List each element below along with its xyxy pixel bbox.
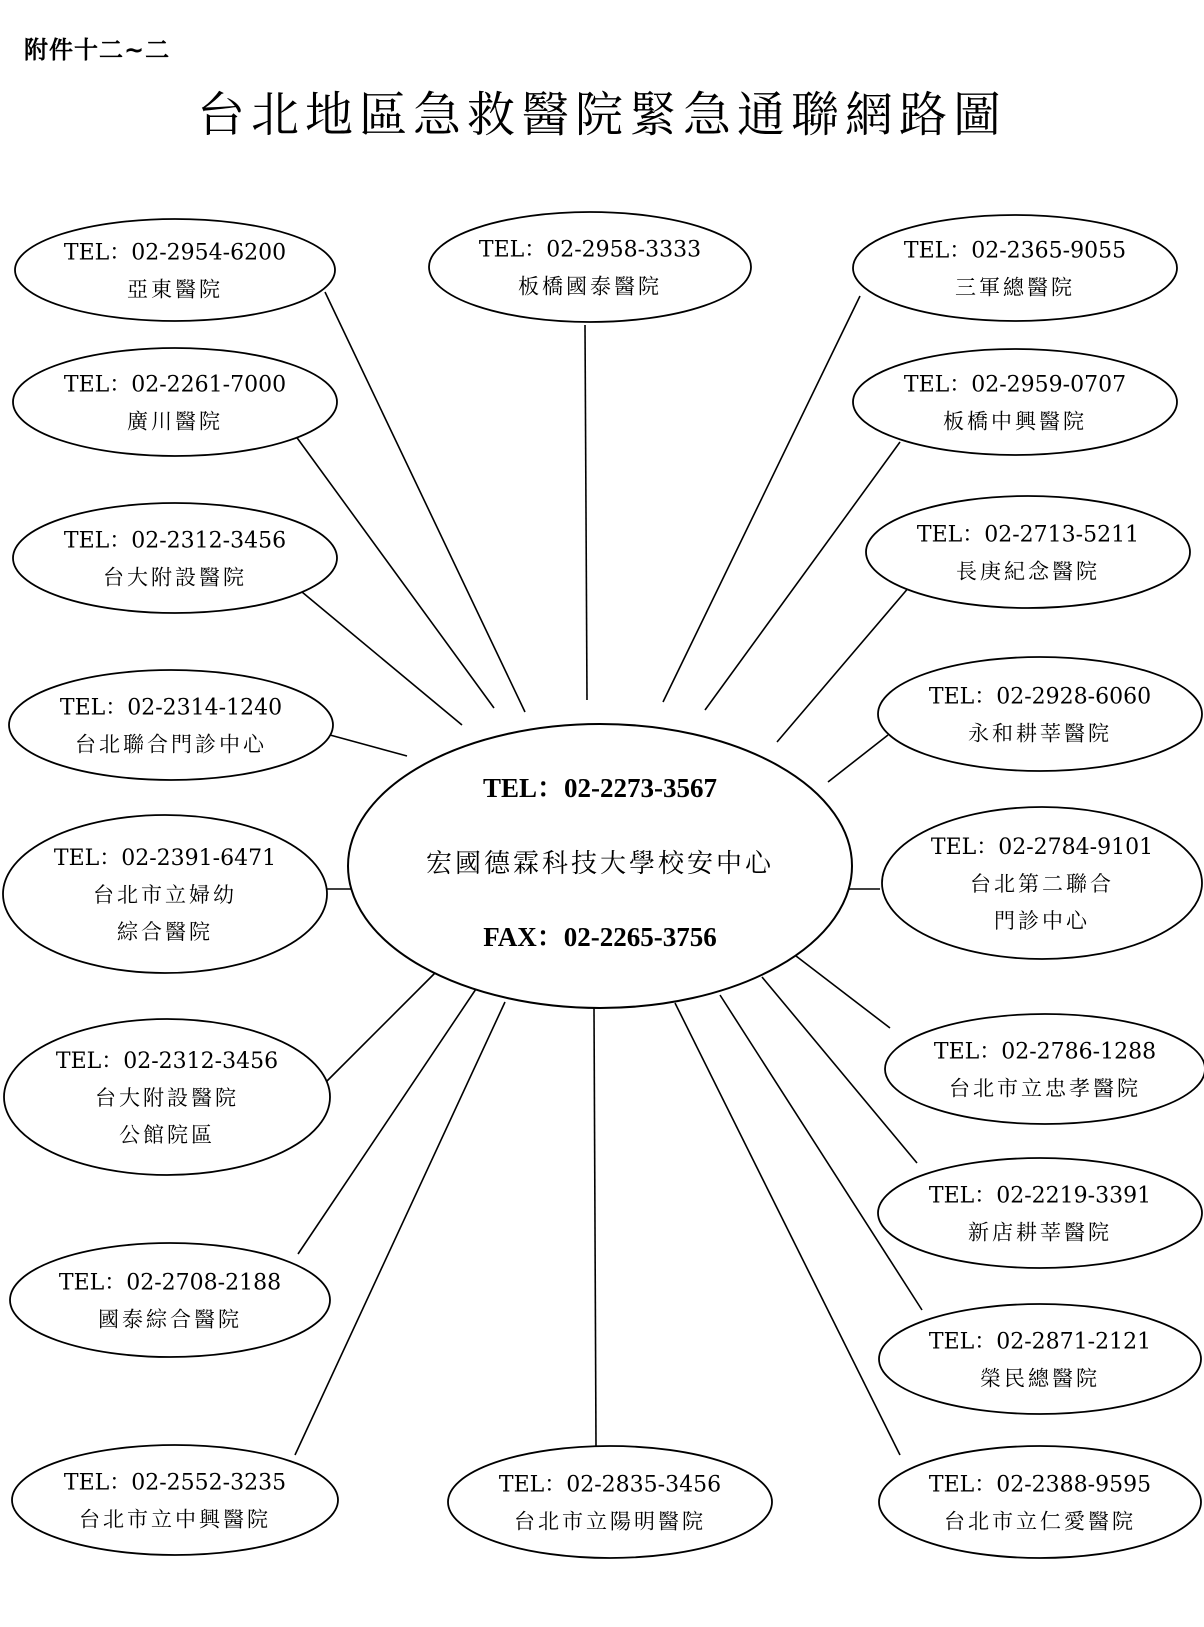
hospital-ellipse	[429, 212, 751, 322]
hospital-node	[13, 503, 337, 613]
hospital-name: 台北市立中興醫院	[79, 1507, 271, 1532]
connector-line	[675, 1003, 900, 1455]
connector-line	[330, 735, 407, 756]
hospital-name: 台北第二聯合	[970, 872, 1114, 896]
hospital-name: 廣川醫院	[127, 409, 223, 434]
hospital-ellipse	[885, 1014, 1204, 1124]
center-name: 宏國德霖科技大學校安中心	[425, 849, 775, 879]
connector-line	[594, 1008, 596, 1446]
hospital-ellipse	[9, 670, 333, 780]
hospital-tel: TEL：02-2312-3456	[55, 1049, 279, 1074]
hospital-node	[3, 815, 327, 973]
hospital-tel: TEL：02-2954-6200	[63, 240, 287, 266]
hospital-node	[879, 1304, 1201, 1414]
hospital-node	[882, 807, 1202, 959]
hospital-tel: TEL：02-2959-0707	[903, 372, 1127, 398]
hospital-name: 台北市立婦幼	[93, 883, 237, 907]
connector-line	[295, 1002, 505, 1455]
hospital-name: 台北市立忠孝醫院	[949, 1076, 1141, 1101]
hospital-node	[9, 670, 333, 780]
hospital-tel: TEL：02-2708-2188	[58, 1270, 282, 1296]
hospital-node	[12, 1445, 338, 1555]
hospital-name: 門診中心	[994, 909, 1090, 933]
connector-line	[302, 592, 462, 725]
connector-line	[323, 973, 435, 1085]
hospital-tel: TEL：02-2871-2121	[928, 1329, 1152, 1355]
hospital-tel: TEL：02-2314-1240	[59, 695, 283, 721]
hospital-tel: TEL：02-2784-9101	[930, 835, 1154, 860]
hospital-name: 台大附設醫院	[95, 1086, 239, 1110]
hospital-name: 板橋國泰醫院	[518, 274, 662, 299]
hospital-node	[878, 657, 1202, 771]
hospital-ellipse	[10, 1243, 330, 1357]
hospital-ellipse	[853, 349, 1177, 455]
hospital-node	[866, 496, 1190, 608]
hospital-tel: TEL：02-2552-3235	[63, 1470, 287, 1496]
hospital-node	[885, 1014, 1204, 1124]
hospital-ellipse	[13, 503, 337, 613]
hospital-node	[878, 1158, 1202, 1268]
page-title: 台北地區急救醫院緊急通聯網路圖	[196, 87, 1007, 143]
hospital-name: 綜合醫院	[117, 920, 213, 944]
hospital-node	[10, 1243, 330, 1357]
connector-line	[585, 325, 587, 700]
hospital-ellipse	[13, 348, 337, 456]
hospital-name: 台北市立仁愛醫院	[944, 1509, 1136, 1534]
hospital-name: 三軍總醫院	[955, 275, 1075, 300]
hospital-name: 國泰綜合醫院	[98, 1307, 242, 1332]
connector-line	[663, 296, 860, 702]
hospital-tel: TEL：02-2835-3456	[498, 1472, 722, 1498]
hospital-name: 新店耕莘醫院	[968, 1220, 1112, 1245]
hospital-name: 台北市立陽明醫院	[514, 1509, 706, 1534]
hospital-tel: TEL：02-2365-9055	[903, 238, 1127, 264]
center-fax: FAX：02-2265-3756	[483, 922, 717, 952]
hospital-tel: TEL：02-2958-3333	[478, 237, 702, 263]
hospital-name: 永和耕莘醫院	[968, 721, 1112, 746]
hospital-name: 台大附設醫院	[103, 565, 247, 590]
center-node	[348, 724, 852, 1008]
hospital-node	[13, 348, 337, 456]
hospital-ellipse	[15, 219, 335, 321]
hospital-tel: TEL：02-2391-6471	[53, 846, 277, 871]
hospital-ellipse	[878, 1158, 1202, 1268]
hospital-name: 板橋中興醫院	[943, 409, 1087, 434]
hospital-ellipse	[12, 1445, 338, 1555]
connector-line	[828, 735, 888, 782]
hospital-ellipse	[853, 215, 1177, 321]
connector-line	[796, 956, 890, 1028]
hospital-node	[853, 349, 1177, 455]
connector-line	[705, 442, 900, 710]
hospital-tel: TEL：02-2312-3456	[63, 528, 287, 554]
hospital-node	[879, 1446, 1201, 1558]
hospital-ellipse	[448, 1446, 772, 1558]
hospital-name: 台北聯合門診中心	[75, 732, 267, 757]
hospital-node	[429, 212, 751, 322]
hospital-ellipse	[879, 1446, 1201, 1558]
hospital-tel: TEL：02-2219-3391	[928, 1183, 1152, 1209]
hospital-tel: TEL：02-2713-5211	[916, 522, 1140, 548]
hospital-tel: TEL：02-2388-9595	[928, 1472, 1152, 1498]
connector-line	[325, 292, 525, 712]
hospital-name: 亞東醫院	[127, 277, 223, 302]
hospital-node	[4, 1019, 330, 1175]
hospital-ellipse	[866, 496, 1190, 608]
hospital-tel: TEL：02-2928-6060	[928, 684, 1152, 710]
hospital-node	[15, 219, 335, 321]
hospital-name: 榮民總醫院	[980, 1366, 1100, 1391]
hospital-tel: TEL：02-2261-7000	[63, 372, 287, 398]
hospital-name: 長庚紀念醫院	[956, 559, 1100, 584]
annex-label: 附件十二~二	[24, 36, 171, 64]
hospital-tel: TEL：02-2786-1288	[933, 1039, 1157, 1065]
hospital-ellipse	[879, 1304, 1201, 1414]
center-tel: TEL：02-2273-3567	[482, 773, 718, 803]
hospital-node	[853, 215, 1177, 321]
hospital-name: 公館院區	[119, 1123, 215, 1147]
hospital-node	[448, 1446, 772, 1558]
hospital-ellipse	[878, 657, 1202, 771]
